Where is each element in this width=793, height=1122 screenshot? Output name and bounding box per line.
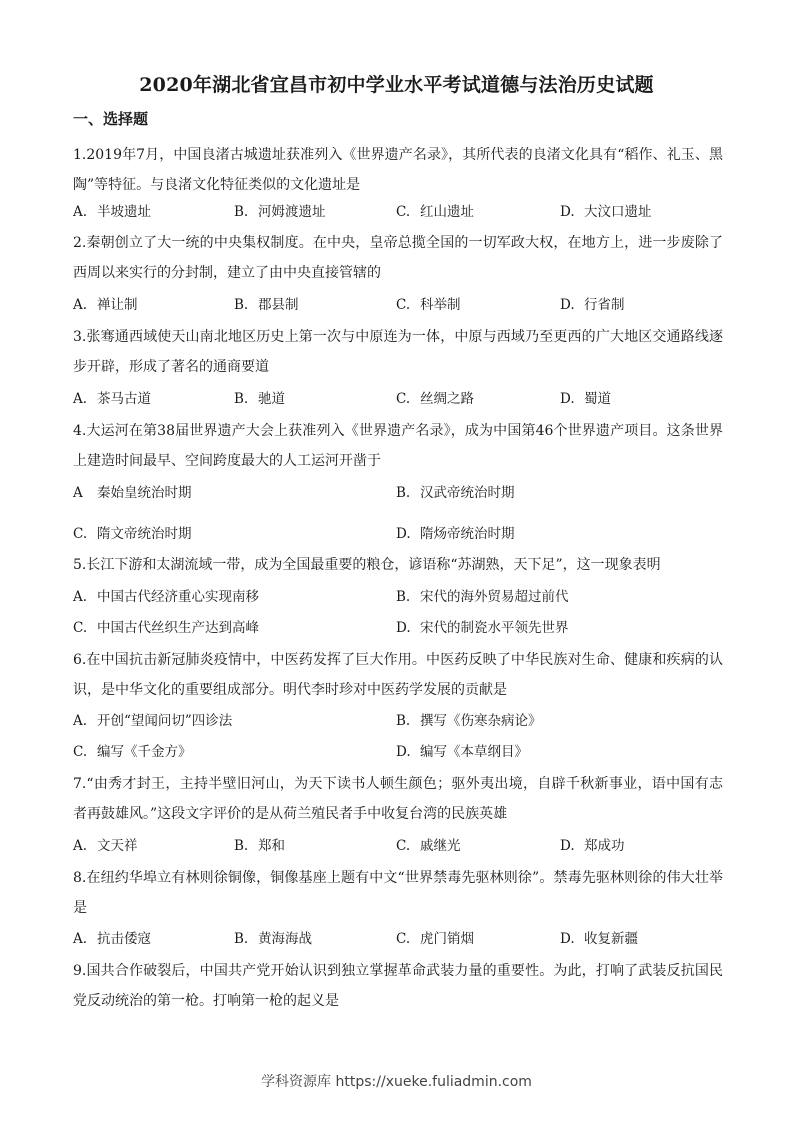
option-3a: [73, 389, 151, 409]
option-4b: [396, 483, 515, 503]
option-text: 抗击倭寇: [97, 931, 151, 947]
option-text: 半坡遗址: [97, 204, 151, 220]
option-letter: B.: [234, 297, 249, 313]
option-text: 郑成功: [584, 838, 625, 854]
option-2b: [234, 295, 299, 315]
option-letter: C.: [396, 838, 411, 854]
option-letter: A.: [73, 297, 88, 313]
option-8c: [396, 929, 474, 949]
option-text: 宋代的制瓷水平领先世界: [420, 620, 569, 636]
option-letter: D.: [396, 620, 411, 636]
option-5a: [73, 587, 259, 607]
option-8a: [73, 929, 151, 949]
option-text: 编写《千金方》: [97, 744, 192, 760]
option-5c: [73, 618, 259, 638]
option-text: 戚继光: [420, 838, 461, 854]
option-text: 汉武帝统治时期: [420, 485, 515, 501]
option-letter: D.: [560, 838, 575, 854]
page-title: 2020年湖北省宜昌市初中学业水平考试道德与法治历史试题: [139, 74, 654, 96]
option-5d: [396, 618, 569, 638]
option-text: 撰写《伤寒杂病论》: [420, 713, 542, 729]
option-letter: B.: [234, 931, 249, 947]
option-1a: [73, 202, 151, 222]
option-letter: D.: [560, 297, 575, 313]
option-text: 禅让制: [97, 297, 138, 313]
option-8b: [234, 929, 312, 949]
option-3d: [560, 389, 611, 409]
option-text: 茶马古道: [97, 391, 151, 407]
question-7: 7.“由秀才封王，主持半壁旧河山，为天下读书人顿生颜色；驱外夷出境，自辟千秋新事业，语中国有志者再鼓雄风。”这段文字评价的是从荷兰殖民者手中收复台湾的民族英雄: [73, 776, 723, 822]
option-text: 行省制: [584, 297, 625, 313]
option-text: 开创“望闻问切”四诊法: [97, 713, 233, 729]
option-2d: [560, 295, 625, 315]
option-7c: [396, 836, 461, 856]
option-text: 驰道: [258, 391, 285, 407]
option-7b: [234, 836, 285, 856]
option-letter: C.: [73, 620, 88, 636]
option-6d: [396, 742, 528, 762]
option-letter: C.: [396, 931, 411, 947]
option-text: 郡县制: [258, 297, 299, 313]
option-letter: C.: [396, 204, 411, 220]
option-2c: [396, 295, 461, 315]
option-text: 大汶口遗址: [584, 204, 652, 220]
option-7d: [560, 836, 625, 856]
option-text: 秦始皇统治时期: [97, 485, 192, 501]
option-text: 蜀道: [584, 391, 611, 407]
option-letter: C.: [73, 744, 88, 760]
option-letter: A.: [73, 713, 88, 729]
option-text: 科举制: [420, 297, 461, 313]
option-6c: [73, 742, 192, 762]
page-footer: 学科资源库 https://xueke.fuliadmin.com: [261, 1074, 532, 1090]
option-1b: [234, 202, 326, 222]
option-letter: B.: [396, 485, 411, 501]
option-letter: A.: [73, 838, 88, 854]
question-3: 3.张骞通西域使天山南北地区历史上第一次与中原连为一体，中原与西域乃至更西的广大地区交通路线逐步开辟，形成了著名的通商要道: [73, 329, 723, 375]
option-4a: [73, 483, 192, 503]
option-text: 红山遗址: [420, 204, 474, 220]
option-letter: B.: [234, 391, 249, 407]
option-text: 中国古代经济重心实现南移: [97, 589, 259, 605]
option-2a: [73, 295, 138, 315]
option-text: 黄海海战: [258, 931, 312, 947]
option-6b: [396, 711, 542, 731]
option-letter: A.: [73, 391, 88, 407]
option-1c: [396, 202, 474, 222]
option-letter: C.: [73, 526, 88, 542]
option-text: 河姆渡遗址: [258, 204, 326, 220]
option-text: 收复新疆: [584, 931, 638, 947]
option-text: 隋炀帝统治时期: [420, 526, 515, 542]
option-5b: [396, 587, 569, 607]
question-4: 4.大运河在第38届世界遗产大会上获准列入《世界遗产名录》，成为中国第46个世界遗产项目。这条世界上建造时间最早、空间跨度最大的人工运河开凿于: [73, 423, 723, 469]
option-letter: C.: [396, 297, 411, 313]
question-2: 2.秦朝创立了大一统的中央集权制度。在中央，皇帝总揽全国的一切军政大权，在地方上，进一步废除了西周以来实行的分封制，建立了由中央直接管辖的: [73, 235, 723, 281]
option-letter: D.: [396, 526, 411, 542]
option-letter: A: [73, 485, 83, 501]
option-letter: B.: [396, 713, 411, 729]
option-8d: [560, 929, 638, 949]
option-4d: [396, 524, 515, 544]
option-letter: D.: [396, 744, 411, 760]
option-text: 宋代的海外贸易超过前代: [420, 589, 569, 605]
question-5: 5.长江下游和太湖流域一带，成为全国最重要的粮仓，谚语称“苏湖熟，天下足”，这一现象表明: [73, 557, 661, 573]
option-letter: A.: [73, 931, 88, 947]
option-6a: [73, 711, 232, 731]
question-8: 8.在纽约华埠立有林则徐铜像，铜像基座上题有中文“世界禁毒先驱林则徐”。禁毒先驱林则徐的伟大壮举是: [73, 870, 723, 916]
question-6: 6.在中国抗击新冠肺炎疫情中，中医药发挥了巨大作用。中医药反映了中华民族对生命、健康和疾病的认识，是中华文化的重要组成部分。明代李时珍对中医药学发展的贡献是: [73, 652, 723, 698]
option-7a: [73, 836, 138, 856]
option-letter: B.: [234, 838, 249, 854]
option-text: 虎门销烟: [420, 931, 474, 947]
option-4c: [73, 524, 192, 544]
option-text: 文天祥: [97, 838, 138, 854]
option-letter: B.: [396, 589, 411, 605]
option-text: 郑和: [258, 838, 285, 854]
option-1d: [560, 202, 652, 222]
option-text: 编写《本草纲目》: [420, 744, 528, 760]
option-letter: A.: [73, 589, 88, 605]
option-3b: [234, 389, 285, 409]
section-heading: 一、选择题: [73, 110, 149, 128]
question-1: 1.2019年7月，中国良渚古城遗址获准列入《世界遗产名录》，其所代表的良渚文化具有“稻作、礼玉、黑陶”等特征。与良渚文化特征类似的文化遗址是: [73, 147, 723, 193]
option-letter: D.: [560, 391, 575, 407]
option-3c: [396, 389, 474, 409]
option-text: 丝绸之路: [420, 391, 474, 407]
option-letter: B.: [234, 204, 249, 220]
option-text: 隋文帝统治时期: [97, 526, 192, 542]
option-text: 中国古代丝织生产达到高峰: [97, 620, 259, 636]
option-letter: A.: [73, 204, 88, 220]
option-letter: D.: [560, 204, 575, 220]
question-9: 9.国共合作破裂后，中国共产党开始认识到独立掌握革命武装力量的重要性。为此，打响了武装反抗国民党反动统治的第一枪。打响第一枪的起义是: [73, 963, 723, 1009]
option-letter: D.: [560, 931, 575, 947]
option-letter: C.: [396, 391, 411, 407]
